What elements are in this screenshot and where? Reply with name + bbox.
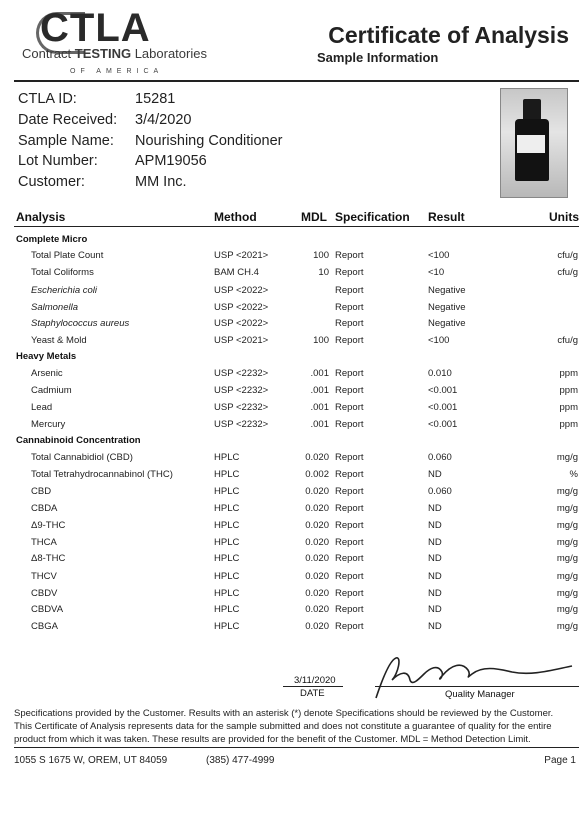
row-method: HPLC bbox=[214, 571, 240, 582]
row-name: THCA bbox=[31, 537, 57, 548]
row-unit: mg/g bbox=[556, 537, 578, 548]
logo-america: OF AMERICA bbox=[70, 68, 164, 75]
row-result: ND bbox=[428, 469, 442, 480]
row-mdl: 0.020 bbox=[305, 621, 329, 632]
row-name: Escherichia coli bbox=[31, 285, 97, 296]
row-spec: Report bbox=[335, 385, 364, 396]
row-name: Yeast & Mold bbox=[31, 335, 87, 346]
row-unit: ppm bbox=[559, 402, 578, 413]
logo-tagline: Contract TESTING Laboratories bbox=[22, 46, 207, 61]
row-mdl: 0.020 bbox=[305, 604, 329, 615]
info-label-customer: Customer: bbox=[18, 174, 85, 190]
row-spec: Report bbox=[335, 520, 364, 531]
row-result: Negative bbox=[428, 302, 466, 313]
row-spec: Report bbox=[335, 267, 364, 278]
row-mdl: 0.002 bbox=[305, 469, 329, 480]
info-value-date-received: 3/4/2020 bbox=[135, 112, 192, 128]
row-method: USP <2021> bbox=[214, 250, 269, 261]
disclaimer-line: Specifications provided by the Customer. Results with an asterisk (*) denote Specifications should be reviewed by the Customer. bbox=[14, 708, 554, 719]
row-result: ND bbox=[428, 503, 442, 514]
row-spec: Report bbox=[335, 503, 364, 514]
row-mdl: 0.020 bbox=[305, 553, 329, 564]
row-spec: Report bbox=[335, 452, 364, 463]
row-method: HPLC bbox=[214, 621, 240, 632]
row-mdl: 0.020 bbox=[305, 571, 329, 582]
row-spec: Report bbox=[335, 250, 364, 261]
row-unit: % bbox=[569, 469, 578, 480]
row-method: HPLC bbox=[214, 486, 240, 497]
row-name: Δ8-THC bbox=[31, 553, 66, 564]
footer-divider bbox=[14, 747, 579, 748]
row-spec: Report bbox=[335, 537, 364, 548]
info-label-ctla-id: CTLA ID: bbox=[18, 91, 77, 107]
row-method: USP <2232> bbox=[214, 402, 269, 413]
info-value-customer: MM Inc. bbox=[135, 174, 187, 190]
row-unit: mg/g bbox=[556, 486, 578, 497]
row-spec: Report bbox=[335, 335, 364, 346]
row-spec: Report bbox=[335, 368, 364, 379]
col-header-analysis: Analysis bbox=[16, 210, 66, 224]
row-spec: Report bbox=[335, 486, 364, 497]
quality-manager-label: Quality Manager bbox=[445, 689, 515, 700]
row-mdl: 0.020 bbox=[305, 486, 329, 497]
row-unit: mg/g bbox=[556, 604, 578, 615]
date-line bbox=[283, 686, 343, 687]
col-header-result: Result bbox=[428, 210, 465, 224]
row-result: Negative bbox=[428, 285, 466, 296]
logo-wordmark: CTLA bbox=[40, 6, 151, 50]
section-heavy-metals: Heavy Metals bbox=[16, 351, 77, 362]
signoff-date: 3/11/2020 bbox=[294, 675, 336, 686]
row-spec: Report bbox=[335, 419, 364, 430]
row-unit: mg/g bbox=[556, 588, 578, 599]
row-name: Salmonella bbox=[31, 302, 78, 313]
row-unit: ppm bbox=[559, 385, 578, 396]
row-result: <0.001 bbox=[428, 385, 458, 396]
row-mdl: .001 bbox=[310, 419, 329, 430]
row-method: HPLC bbox=[214, 588, 240, 599]
row-mdl: .001 bbox=[310, 368, 329, 379]
row-result: <100 bbox=[428, 335, 450, 346]
row-mdl: 0.020 bbox=[305, 588, 329, 599]
info-value-lot-number: APM19056 bbox=[135, 153, 207, 169]
row-name: THCV bbox=[31, 571, 57, 582]
row-result: ND bbox=[428, 621, 442, 632]
row-name: CBGA bbox=[31, 621, 58, 632]
row-method: USP <2232> bbox=[214, 385, 269, 396]
row-method: USP <2232> bbox=[214, 368, 269, 379]
info-label-lot-number: Lot Number: bbox=[18, 153, 98, 169]
row-name: CBD bbox=[31, 486, 52, 497]
row-mdl: 10 bbox=[318, 267, 329, 278]
col-header-mdl: MDL bbox=[301, 210, 327, 224]
manager-line bbox=[375, 686, 579, 687]
section-complete-micro: Complete Micro bbox=[16, 234, 88, 245]
footer-address: 1055 S 1675 W, OREM, UT 84059 bbox=[14, 755, 168, 766]
row-name: Lead bbox=[31, 402, 53, 413]
row-method: HPLC bbox=[214, 503, 240, 514]
header-divider bbox=[14, 80, 579, 82]
row-unit: cfu/g bbox=[557, 267, 578, 278]
row-result: ND bbox=[428, 571, 442, 582]
row-spec: Report bbox=[335, 318, 364, 329]
row-result: <10 bbox=[428, 267, 445, 278]
info-value-ctla-id: 15281 bbox=[135, 91, 176, 107]
row-spec: Report bbox=[335, 285, 364, 296]
row-result: <0.001 bbox=[428, 402, 458, 413]
row-name: CBDA bbox=[31, 503, 58, 514]
table-header-divider bbox=[14, 226, 579, 227]
row-method: HPLC bbox=[214, 469, 240, 480]
row-spec: Report bbox=[335, 571, 364, 582]
document-title: Certificate of Analysis bbox=[328, 22, 569, 48]
disclaimer-line: product from which it was taken. These results are provided for the benefit of the Customer. MDL = Method Detection Limit. bbox=[14, 734, 531, 745]
bottle-cap-icon bbox=[523, 99, 541, 121]
row-method: BAM CH.4 bbox=[214, 267, 259, 278]
row-unit: mg/g bbox=[556, 503, 578, 514]
row-method: USP <2022> bbox=[214, 318, 269, 329]
row-result: <100 bbox=[428, 250, 450, 261]
row-name: Cadmium bbox=[31, 385, 72, 396]
row-result: 0.060 bbox=[428, 486, 452, 497]
row-result: 0.060 bbox=[428, 452, 452, 463]
row-name: Mercury bbox=[31, 419, 66, 430]
row-method: USP <2232> bbox=[214, 419, 269, 430]
row-mdl: 100 bbox=[313, 250, 329, 261]
row-method: HPLC bbox=[214, 537, 240, 548]
section-cannabinoid-concentration: Cannabinoid Concentration bbox=[16, 435, 141, 446]
row-result: ND bbox=[428, 588, 442, 599]
disclaimer-line: This Certificate of Analysis represents data for the sample submitted and does not constitute a guarantee of quality for the entire bbox=[14, 721, 552, 732]
row-mdl: .001 bbox=[310, 385, 329, 396]
row-method: USP <2022> bbox=[214, 302, 269, 313]
row-result: Negative bbox=[428, 318, 466, 329]
row-name: Total Tetrahydrocannabinol (THC) bbox=[31, 469, 173, 480]
row-name: CBDV bbox=[31, 588, 58, 599]
bottle-label-icon bbox=[517, 135, 545, 153]
row-unit: mg/g bbox=[556, 621, 578, 632]
row-mdl: 100 bbox=[313, 335, 329, 346]
row-result: ND bbox=[428, 604, 442, 615]
col-header-method: Method bbox=[214, 210, 257, 224]
row-mdl: 0.020 bbox=[305, 537, 329, 548]
row-name: Total Coliforms bbox=[31, 267, 94, 278]
row-result: ND bbox=[428, 553, 442, 564]
row-name: Total Plate Count bbox=[31, 250, 104, 261]
row-result: <0.001 bbox=[428, 419, 458, 430]
row-name: CBDVA bbox=[31, 604, 64, 615]
info-label-sample-name: Sample Name: bbox=[18, 133, 114, 149]
sample-photo bbox=[500, 88, 568, 198]
row-name: Total Cannabidiol (CBD) bbox=[31, 452, 133, 463]
row-unit: mg/g bbox=[556, 452, 578, 463]
row-unit: ppm bbox=[559, 419, 578, 430]
row-spec: Report bbox=[335, 621, 364, 632]
row-mdl: 0.020 bbox=[305, 520, 329, 531]
row-unit: mg/g bbox=[556, 571, 578, 582]
footer-page: Page 1 bbox=[544, 755, 576, 766]
row-mdl: 0.020 bbox=[305, 452, 329, 463]
row-unit: mg/g bbox=[556, 520, 578, 531]
row-result: ND bbox=[428, 520, 442, 531]
row-mdl: .001 bbox=[310, 402, 329, 413]
row-method: HPLC bbox=[214, 553, 240, 564]
row-spec: Report bbox=[335, 402, 364, 413]
date-label: DATE bbox=[300, 688, 325, 699]
row-method: USP <2022> bbox=[214, 285, 269, 296]
row-unit: cfu/g bbox=[557, 250, 578, 261]
row-spec: Report bbox=[335, 469, 364, 480]
row-name: Arsenic bbox=[31, 368, 63, 379]
info-label-date-received: Date Received: bbox=[18, 112, 118, 128]
info-value-sample-name: Nourishing Conditioner bbox=[135, 133, 283, 149]
row-spec: Report bbox=[335, 553, 364, 564]
row-spec: Report bbox=[335, 588, 364, 599]
row-spec: Report bbox=[335, 604, 364, 615]
row-spec: Report bbox=[335, 302, 364, 313]
row-unit: ppm bbox=[559, 368, 578, 379]
row-result: 0.010 bbox=[428, 368, 452, 379]
row-unit: cfu/g bbox=[557, 335, 578, 346]
row-result: ND bbox=[428, 537, 442, 548]
row-method: HPLC bbox=[214, 604, 240, 615]
row-mdl: 0.020 bbox=[305, 503, 329, 514]
row-name: Staphylococcus aureus bbox=[31, 318, 130, 329]
document-subtitle: Sample Information bbox=[317, 50, 439, 65]
col-header-units: Units bbox=[549, 210, 579, 224]
row-method: HPLC bbox=[214, 452, 240, 463]
row-unit: mg/g bbox=[556, 553, 578, 564]
row-method: HPLC bbox=[214, 520, 240, 531]
ctla-logo bbox=[22, 6, 212, 78]
row-name: Δ9-THC bbox=[31, 520, 66, 531]
row-method: USP <2021> bbox=[214, 335, 269, 346]
col-header-specification: Specification bbox=[335, 210, 410, 224]
footer-phone: (385) 477-4999 bbox=[206, 755, 275, 766]
